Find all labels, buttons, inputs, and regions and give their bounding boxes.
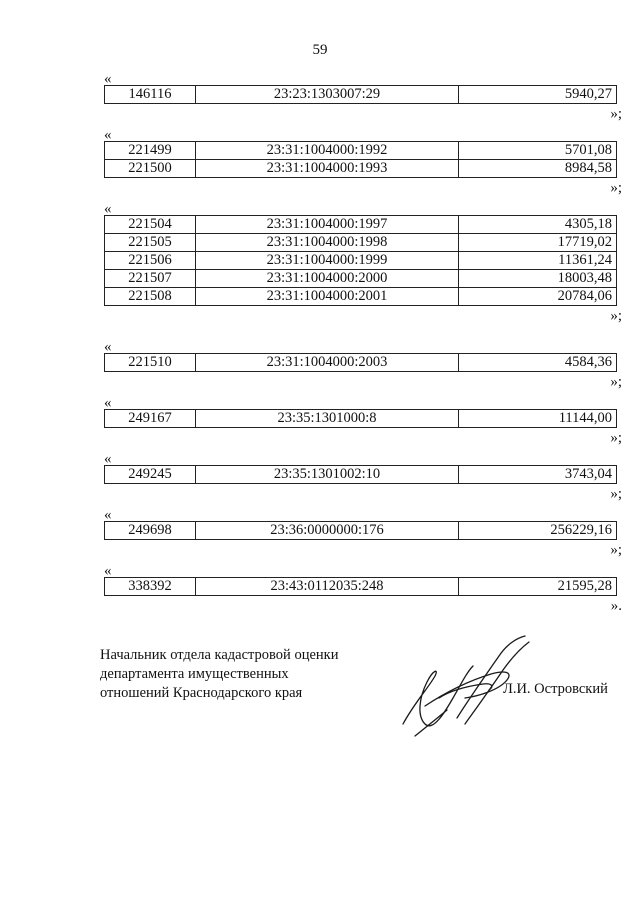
opening-quote: « xyxy=(104,201,112,217)
cadastral-number-cell: 23:43:0112035:248 xyxy=(196,578,459,596)
table-row xyxy=(105,216,617,234)
value-cell: 5701,08 xyxy=(459,142,617,160)
cadastral-number-cell: 23:31:1004000:1992 xyxy=(196,142,459,160)
opening-quote: « xyxy=(104,339,112,355)
closing-quote: »; xyxy=(610,430,622,446)
value-cell: 4584,36 xyxy=(459,354,617,372)
opening-quote: « xyxy=(104,395,112,411)
closing-quote: »; xyxy=(610,308,622,324)
opening-quote: « xyxy=(104,71,112,87)
property-table xyxy=(104,521,617,540)
cadastral-number-cell: 23:36:0000000:176 xyxy=(196,522,459,540)
cadastral-number-cell: 23:31:1004000:2001 xyxy=(196,288,459,306)
row-id-cell: 249698 xyxy=(105,522,196,540)
value-cell: 20784,06 xyxy=(459,288,617,306)
row-id-cell: 221506 xyxy=(105,252,196,270)
table-row xyxy=(105,160,617,178)
value-cell: 3743,04 xyxy=(459,466,617,484)
table-row xyxy=(105,354,617,372)
value-cell: 11361,24 xyxy=(459,252,617,270)
position-line-1: Начальник отдела кадастровой оценки xyxy=(100,647,339,663)
cadastral-number-cell: 23:31:1004000:2003 xyxy=(196,354,459,372)
cadastral-number-cell: 23:31:1004000:1993 xyxy=(196,160,459,178)
table-row xyxy=(105,410,617,428)
value-cell: 4305,18 xyxy=(459,216,617,234)
cadastral-number-cell: 23:31:1004000:1998 xyxy=(196,234,459,252)
property-table xyxy=(104,215,617,306)
property-table xyxy=(104,465,617,484)
property-table xyxy=(104,577,617,596)
closing-quote: ». xyxy=(610,598,622,614)
signatory-position xyxy=(100,646,338,703)
table-row xyxy=(105,86,617,104)
property-table xyxy=(104,85,617,104)
table-row xyxy=(105,522,617,540)
row-id-cell: 221510 xyxy=(105,354,196,372)
property-table xyxy=(104,409,617,428)
closing-quote: »; xyxy=(610,106,622,122)
opening-quote: « xyxy=(104,507,112,523)
row-id-cell: 221499 xyxy=(105,142,196,160)
table-row xyxy=(105,142,617,160)
table-row xyxy=(105,578,617,596)
position-line-3: отношений Краснодарского края xyxy=(100,685,303,701)
row-id-cell: 249245 xyxy=(105,466,196,484)
cadastral-number-cell: 23:35:1301002:10 xyxy=(196,466,459,484)
row-id-cell: 338392 xyxy=(105,578,196,596)
closing-quote: »; xyxy=(610,374,622,390)
cadastral-number-cell: 23:31:1004000:1997 xyxy=(196,216,459,234)
opening-quote: « xyxy=(104,451,112,467)
row-id-cell: 221508 xyxy=(105,288,196,306)
value-cell: 8984,58 xyxy=(459,160,617,178)
cadastral-number-cell: 23:35:1301000:8 xyxy=(196,410,459,428)
property-table xyxy=(104,353,617,372)
value-cell: 5940,27 xyxy=(459,86,617,104)
closing-quote: »; xyxy=(610,542,622,558)
value-cell: 11144,00 xyxy=(459,410,617,428)
row-id-cell: 221500 xyxy=(105,160,196,178)
property-table xyxy=(104,141,617,178)
value-cell: 17719,02 xyxy=(459,234,617,252)
table-row xyxy=(105,466,617,484)
table-row xyxy=(105,252,617,270)
row-id-cell: 221505 xyxy=(105,234,196,252)
value-cell: 21595,28 xyxy=(459,578,617,596)
opening-quote: « xyxy=(104,563,112,579)
opening-quote: « xyxy=(104,127,112,143)
row-id-cell: 146116 xyxy=(105,86,196,104)
cadastral-number-cell: 23:31:1004000:1999 xyxy=(196,252,459,270)
closing-quote: »; xyxy=(610,180,622,196)
signer-name: Л.И. Островский xyxy=(503,681,608,697)
closing-quote: »; xyxy=(610,486,622,502)
page-number: 59 xyxy=(312,42,328,58)
table-row xyxy=(105,288,617,306)
position-line-2: департамента имущественных xyxy=(100,666,289,682)
row-id-cell: 221504 xyxy=(105,216,196,234)
value-cell: 256229,16 xyxy=(459,522,617,540)
table-row xyxy=(105,270,617,288)
table-row xyxy=(105,234,617,252)
cadastral-number-cell: 23:31:1004000:2000 xyxy=(196,270,459,288)
cadastral-number-cell: 23:23:1303007:29 xyxy=(196,86,459,104)
row-id-cell: 249167 xyxy=(105,410,196,428)
row-id-cell: 221507 xyxy=(105,270,196,288)
value-cell: 18003,48 xyxy=(459,270,617,288)
